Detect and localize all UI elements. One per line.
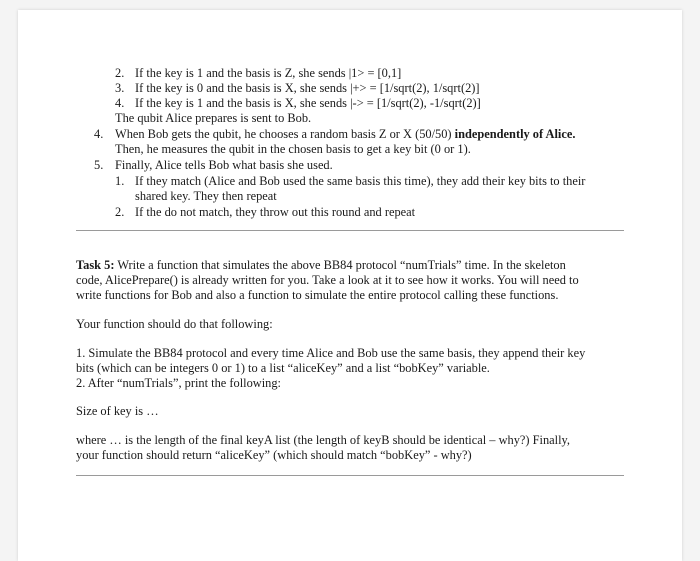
task-line2: code, AlicePrepare() is already written for you. Take a look at it to see how it works. You will need to [76, 273, 579, 287]
match-substep-line2: shared key. They then repeat [135, 189, 277, 203]
where-line2: your function should return “aliceKey” (which should match “bobKey” - why?) [76, 448, 472, 462]
task-line3: write functions for Bob and also a function to simulate the entire protocol calling these functions. [76, 288, 559, 302]
step-2-text: If the key is 1 and the basis is Z, she sends |1> = [0,1] [135, 66, 402, 80]
document-page [18, 10, 682, 561]
task-text: Write a function that simulates the above BB84 protocol “numTrials” time. In the skeleton [114, 258, 566, 272]
step-3-text: If the key is 0 and the basis is X, she sends |+> = [1/sqrt(2), 1/sqrt(2)] [135, 81, 480, 95]
nomatch-substep-number: 2. [115, 205, 125, 219]
prep-note: The qubit Alice prepares is sent to Bob. [115, 111, 312, 125]
task-line1 [76, 258, 566, 273]
requirement-1-line2: bits (which can be integers 0 or 1) to a list “aliceKey” and a list “bobKey” variable. [76, 361, 490, 375]
step-4-text: If the key is 1 and the basis is X, she sends |-> = [1/sqrt(2), -1/sqrt(2)] [135, 96, 481, 110]
divider-top [76, 230, 624, 231]
size-of-key-line: Size of key is … [76, 404, 159, 418]
where-line1: where … is the length of the final keyA list (the length of keyB should be identical – why?) Finally, [76, 433, 571, 447]
task-label: Task 5: [76, 258, 115, 272]
requirement-2: 2. After “numTrials”, print the following: [76, 376, 281, 390]
match-substep-line1: If they match (Alice and Bob used the same basis this time), they add their key bits to their [135, 174, 586, 188]
bob-step-text: When Bob gets the qubit, he chooses a random basis Z or X (50/50) [115, 127, 455, 141]
match-substep-number: 1. [115, 174, 125, 188]
divider-bottom [76, 475, 624, 476]
requirement-1-line1: 1. Simulate the BB84 protocol and every time Alice and Bob use the same basis, they append their key [76, 346, 586, 360]
bob-step-number: 4. [94, 127, 104, 141]
bob-step-line1 [115, 127, 575, 142]
bob-step-line2: Then, he measures the qubit in the chosen basis to get a key bit (0 or 1). [115, 142, 471, 156]
bob-step-bold: independently of Alice. [454, 127, 576, 141]
should-do-text: Your function should do that following: [76, 317, 273, 331]
nomatch-substep-text: If the do not match, they throw out this round and repeat [135, 205, 416, 219]
step-2-number: 2. [115, 66, 125, 80]
step-3-number: 3. [115, 81, 125, 95]
alice-step-number: 5. [94, 158, 104, 172]
alice-step-text: Finally, Alice tells Bob what basis she used. [115, 158, 333, 172]
step-4-number: 4. [115, 96, 125, 110]
